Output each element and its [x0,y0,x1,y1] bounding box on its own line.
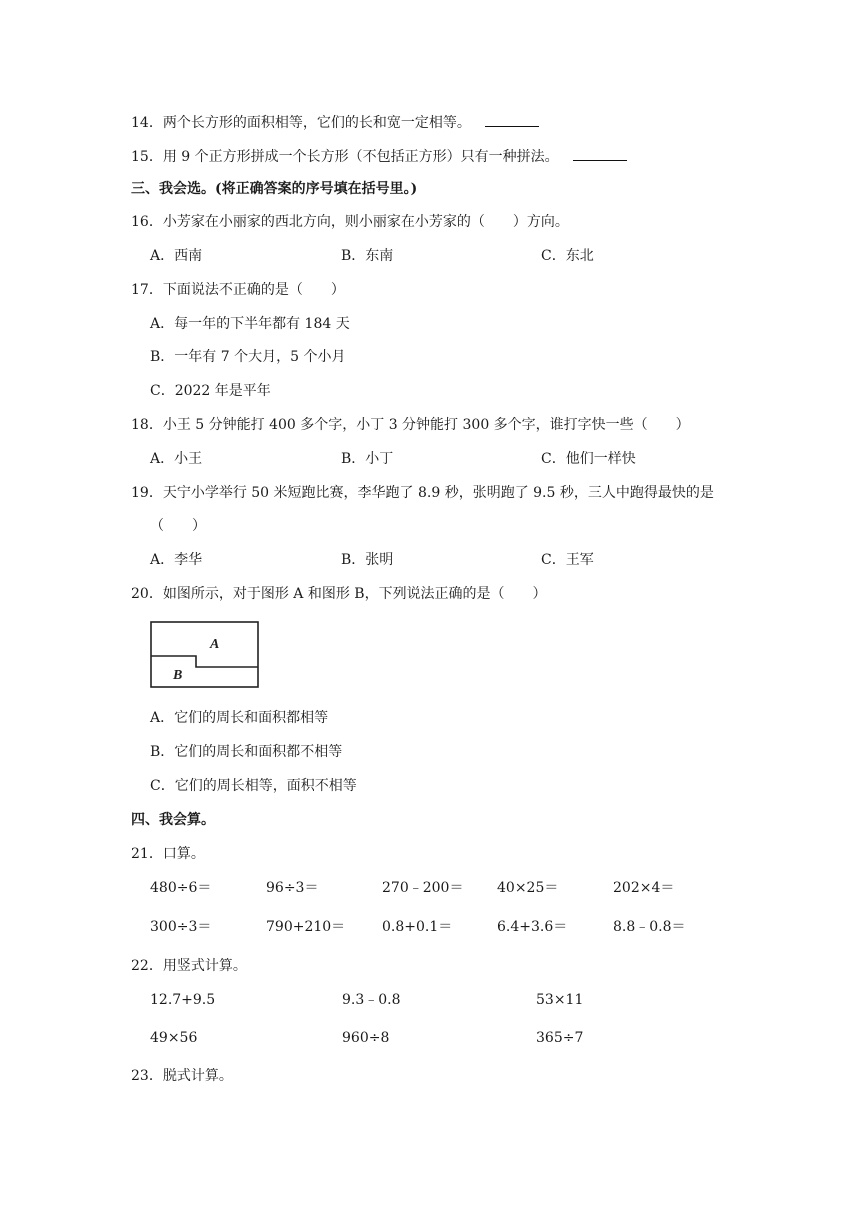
q17-option-a: A．每一年的下半年都有 184 天 [150,316,350,332]
q21-expr: 202×4＝ [613,880,675,896]
q18-option-a: A．小王 [150,451,203,467]
shapes-a-b-figure [150,621,259,688]
question-22-text: 22．用竖式计算。 [131,958,247,974]
question-20-text: 20．如图所示，对于图形 A 和图形 B，下列说法正确的是（ ） [131,586,547,602]
q18-option-b: B．小丁 [341,451,394,467]
q21-expr: 0.8+0.1＝ [382,919,453,935]
question-21-text: 21．口算。 [131,846,205,862]
figure-label-b: B [173,668,183,683]
question-16-text: 16．小芳家在小丽家的西北方向，则小丽家在小芳家的（ ）方向。 [131,214,569,230]
q22-expr: 53×11 [536,992,584,1008]
q22-expr: 9.3﹣0.8 [342,992,401,1008]
q19-option-c: C．王军 [541,552,594,568]
q20-option-b: B．它们的周长和面积都不相等 [150,744,343,760]
question-15-text: 15．用 9 个正方形拼成一个长方形（不包括正方形）只有一种拼法。 [131,149,559,165]
q21-expr: 480÷6＝ [150,880,212,896]
q21-expr: 790+210＝ [266,919,346,935]
q22-expr: 12.7+9.5 [150,992,216,1008]
q21-expr: 6.4+3.6＝ [497,919,568,935]
q16-option-a: A．西南 [150,248,203,264]
q17-option-c: C．2022 年是平年 [150,383,271,399]
q22-expr: 960÷8 [342,1030,390,1046]
q21-expr: 8.8﹣0.8＝ [613,919,686,935]
q22-expr: 365÷7 [536,1030,584,1046]
figure-label-a: A [210,637,220,652]
figure-outer-rect [151,622,258,687]
question-18-text: 18．小王 5 分钟能打 400 多个字，小丁 3 分钟能打 300 多个字，谁打字快一些（ ） [131,417,690,433]
question-14 [131,112,539,133]
question-19-paren: （ ） [150,518,206,534]
q16-option-b: B．东南 [341,248,394,264]
q19-option-a: A．李华 [150,552,203,568]
q21-expr: 300÷3＝ [150,919,212,935]
question-19-text: 19．天宁小学举行 50 米短跑比赛，李华跑了 8.9 秒，张明跑了 9.5 秒，三人中跑得最快的是 [131,485,714,501]
section-3-heading: 三、我会选。(将正确答案的序号填在括号里。) [131,181,418,197]
answer-blank-14[interactable] [485,112,539,127]
q20-option-c: C．它们的周长相等，面积不相等 [150,778,357,794]
q20-option-a: A．它们的周长和面积都相等 [150,710,329,726]
q21-expr: 40×25＝ [497,880,559,896]
q19-option-b: B．张明 [341,552,394,568]
question-15 [131,146,627,167]
q21-expr: 96÷3＝ [266,880,319,896]
q16-option-c: C．东北 [541,248,594,264]
q22-expr: 49×56 [150,1030,198,1046]
section-4-heading: 四、我会算。 [131,812,215,828]
q21-expr: 270﹣200＝ [382,880,464,896]
q17-option-b: B．一年有 7 个大月，5 个小月 [150,349,346,365]
answer-blank-15[interactable] [573,146,627,161]
q18-option-c: C．他们一样快 [541,451,636,467]
question-17-text: 17．下面说法不正确的是（ ） [131,282,345,298]
question-23-text: 23．脱式计算。 [131,1068,233,1084]
question-14-text: 14．两个长方形的面积相等，它们的长和宽一定相等。 [131,115,471,131]
